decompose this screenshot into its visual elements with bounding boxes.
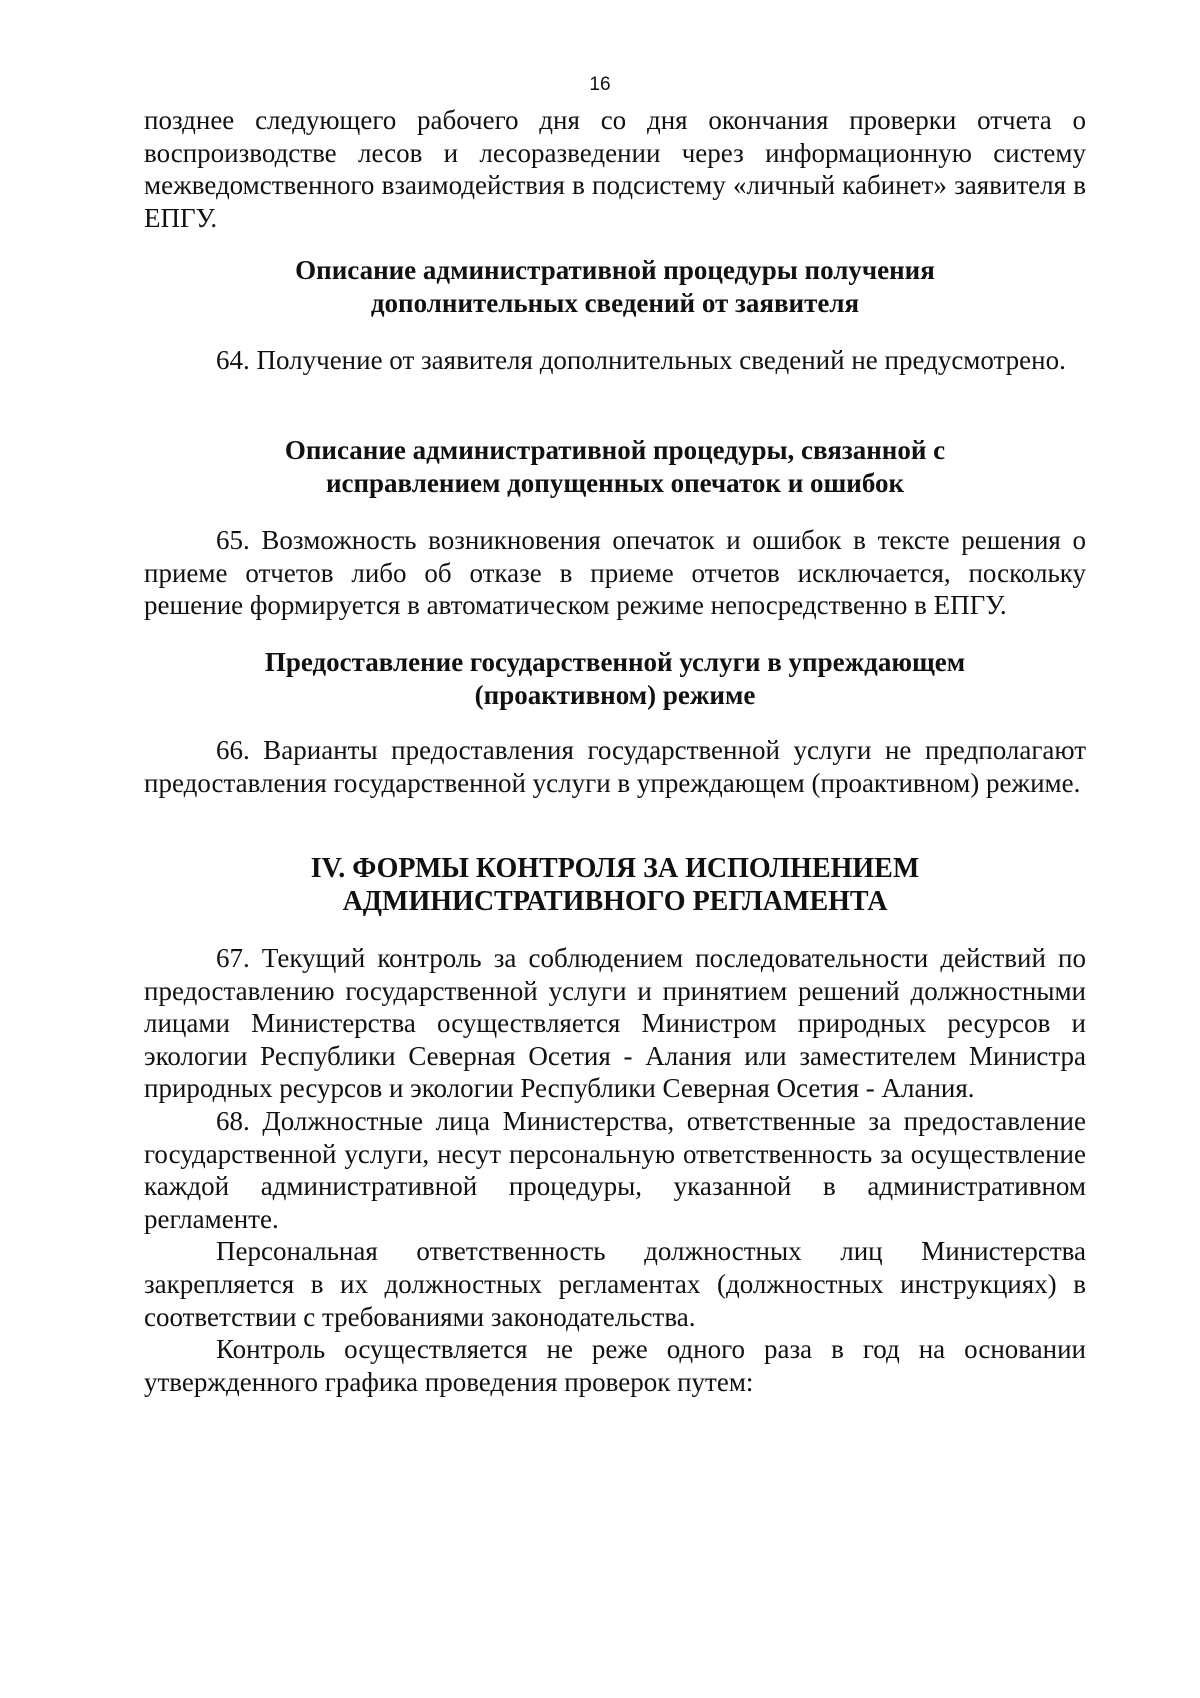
heading-line: Описание административной процедуры получения (295, 255, 935, 285)
heading-line: исправлением допущенных опечаток и ошибок (325, 468, 905, 498)
paragraph-65: 65. Возможность возникновения опечаток и ошибок в тексте решения о приеме отчетов либо об отказе в приеме отчетов исключается, поскольку решение формируется в автоматическом режиме непосредственно в ЕПГУ. (144, 525, 1086, 621)
heading-line: Описание административной процедуры, связанной с (284, 435, 946, 465)
paragraph-65-block (144, 524, 1086, 622)
continuation-block (144, 104, 1086, 234)
heading-line: IV. ФОРМЫ КОНТРОЛЯ ЗА ИСПОЛНЕНИЕМ (310, 853, 920, 884)
heading-errors (144, 434, 1086, 500)
paragraph-personal-responsibility: Персональная ответственность должностных лиц Министерства закрепляется в их должностных регламентах (должностных инструкциях) в соответствии с требованиями законодательства. (144, 1236, 1086, 1332)
page-number: 16 (589, 74, 611, 95)
paragraph-66: 66. Варианты предоставления государственной услуги не предполагают предоставления государственной услуги в упреждающем (проактивном) режиме. (144, 735, 1086, 798)
paragraph-68: 68. Должностные лица Министерства, ответственные за предоставление государственной услуги, несут персональную ответственность за осуществление каждой административной процедуры, указанной в административном регламенте. (144, 1105, 1086, 1234)
heading-proactive (144, 646, 1086, 712)
paragraph-64: 64. Получение от заявителя дополнительных сведений не предусмотрено. (216, 345, 1066, 375)
heading-line: дополнительных сведений от заявителя (370, 288, 860, 318)
paragraph-67: 67. Текущий контроль за соблюдением последовательности действий по предоставлению государственной услуги и принятием решений должностными лицами Министерства осуществляется Министром природных ресурсов и экологии Республики Северная Осетия - Алания или заместителем Министра природных ресурсов и экологии Республики Северная Осетия - Алания. (144, 943, 1086, 1104)
paragraph-64-block (144, 344, 1086, 377)
paragraph-continuation: позднее следующего рабочего дня со дня окончания проверки отчета о воспроизводстве лесов и лесоразведении через информационную систему межведомственного взаимодействия в подсистему «личный кабинет» заявителя в ЕПГУ. (144, 105, 1086, 233)
section-4-body (144, 942, 1086, 1398)
paragraph-control: Контроль осуществляется не реже одного раза в год на основании утвержденного графика проведения проверок путем: (144, 1334, 1086, 1397)
heading-additional-info (144, 254, 1086, 320)
heading-section-4 (144, 852, 1086, 918)
heading-line: АДМИНИСТРАТИВНОГО РЕГЛАМЕНТА (342, 886, 888, 917)
heading-line: (проактивном) режиме (474, 680, 756, 710)
paragraph-66-block (144, 734, 1086, 799)
heading-line: Предоставление государственной услуги в упреждающем (264, 647, 966, 677)
